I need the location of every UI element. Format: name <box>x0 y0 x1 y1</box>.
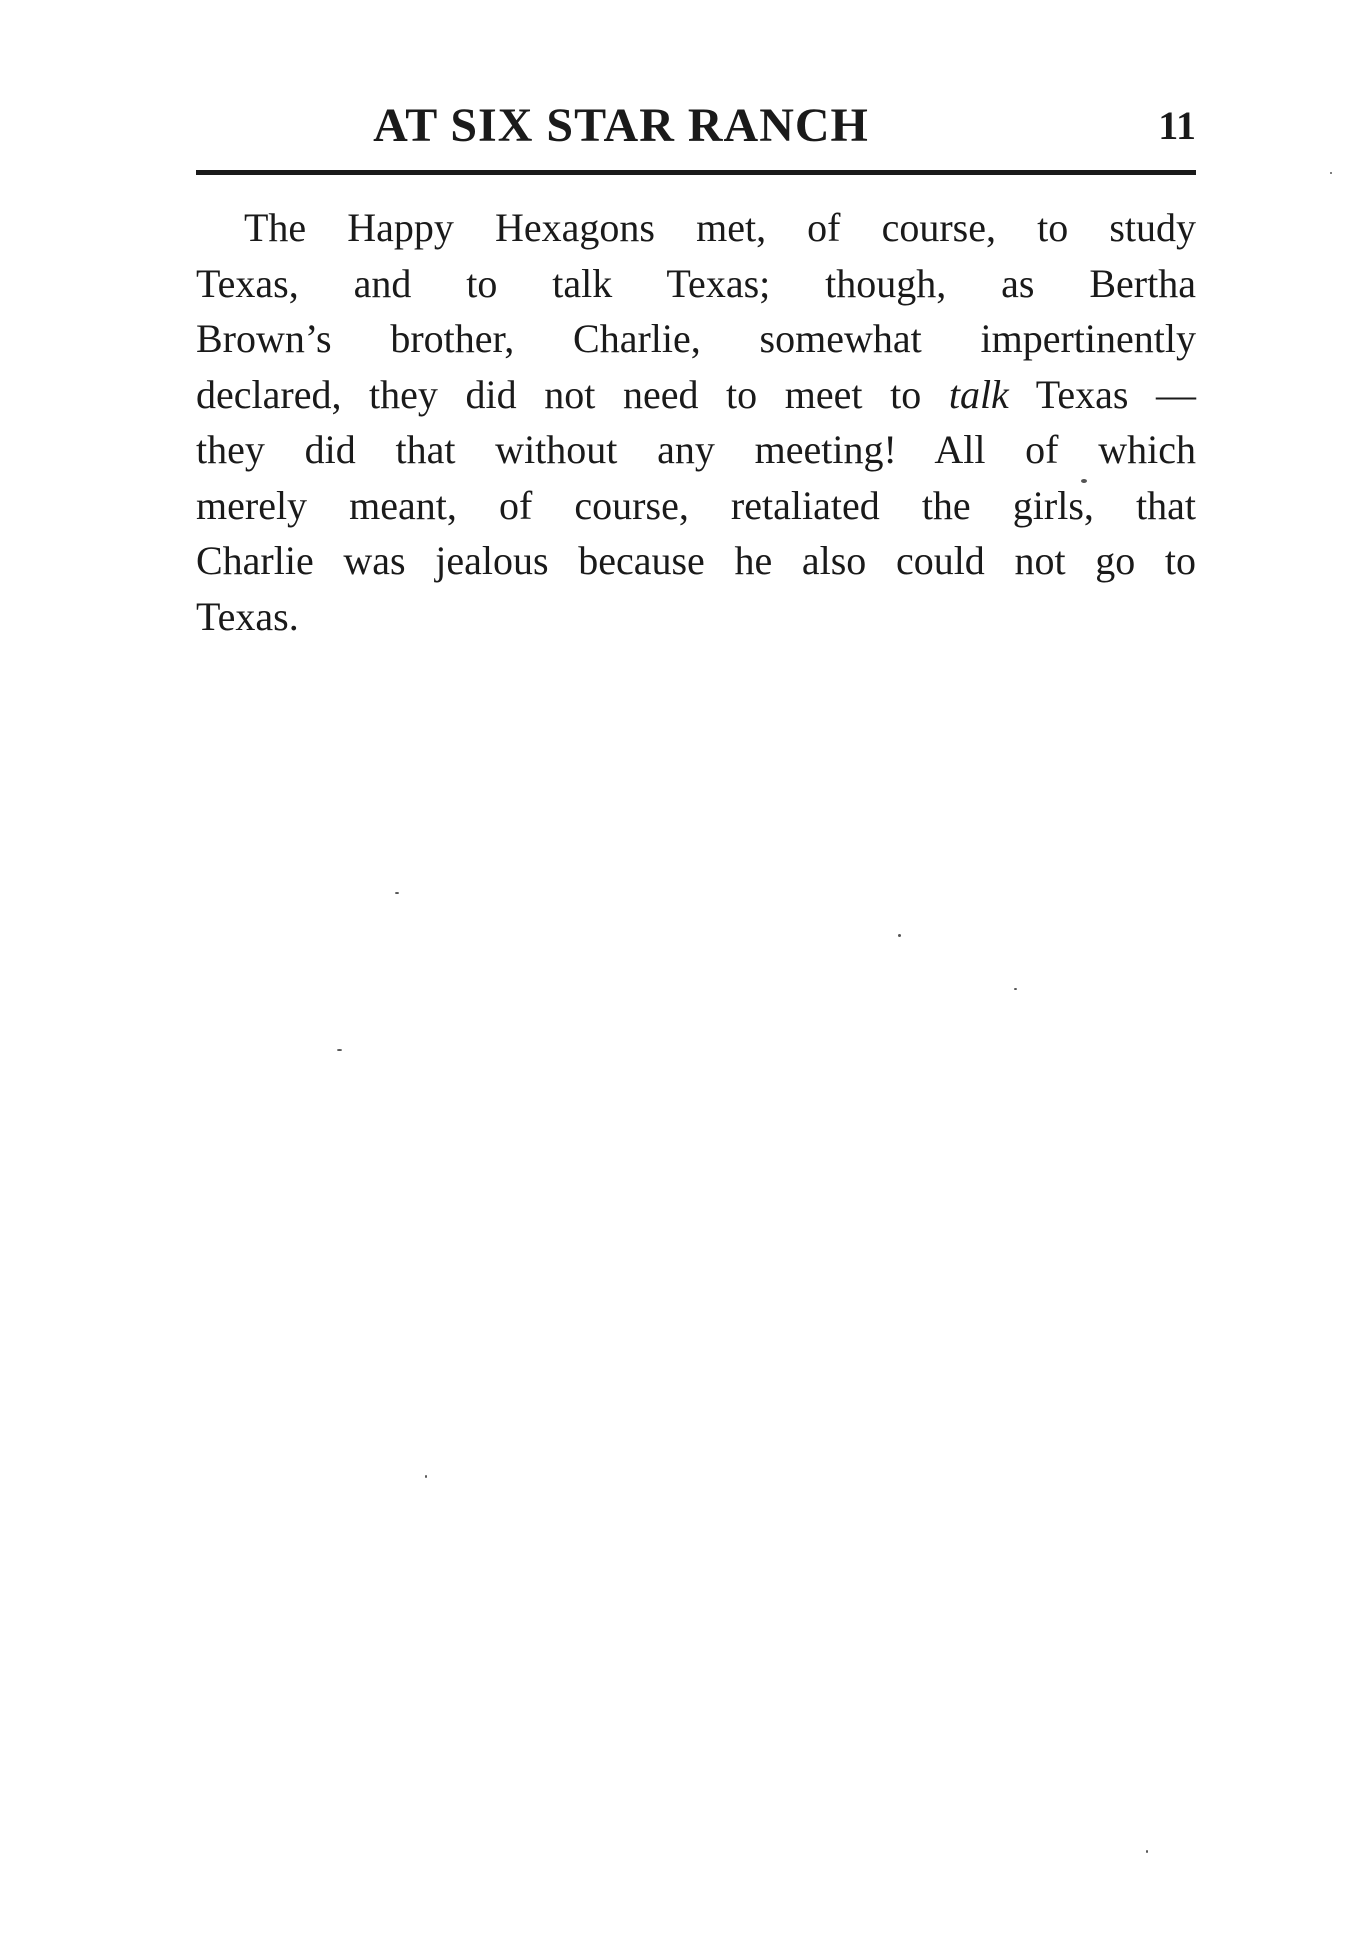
paper-speck <box>1146 1850 1148 1853</box>
italic-word: talk <box>948 371 1009 417</box>
text-line-4-start: declared, they did not need to meet to <box>196 371 922 417</box>
text-line-4 <box>196 367 1196 423</box>
text-line-7: Charlie was jealous because he also could not go to <box>196 538 1196 583</box>
paper-speck <box>898 934 901 937</box>
text-line-3: Brown’s brother, Charlie, somewhat impertinently <box>196 316 1196 361</box>
text-line-1: The Happy Hexagons met, of course, to study <box>244 205 1196 250</box>
text-line-4-end: Texas — <box>1035 371 1197 417</box>
text-line-2: Texas, and to talk Texas; though, as Bertha <box>196 260 1196 306</box>
paper-speck <box>395 892 399 894</box>
text-line-5: they did that without any meeting! All of which <box>196 427 1196 472</box>
running-head <box>196 95 1196 157</box>
paper-speck <box>425 1475 427 1478</box>
paper-speck <box>1330 172 1332 174</box>
text-line-6: merely meant, of course, retaliated the girls, that <box>196 482 1196 528</box>
text-line-8: Texas. <box>196 593 299 639</box>
body-paragraph <box>196 200 1196 644</box>
running-title: AT SIX STAR RANCH <box>373 99 869 152</box>
header-rule <box>196 170 1196 175</box>
page-number: 11 <box>1158 103 1196 148</box>
paper-speck <box>337 1049 342 1051</box>
paper-speck <box>1081 479 1087 483</box>
paper-speck <box>1014 988 1017 990</box>
